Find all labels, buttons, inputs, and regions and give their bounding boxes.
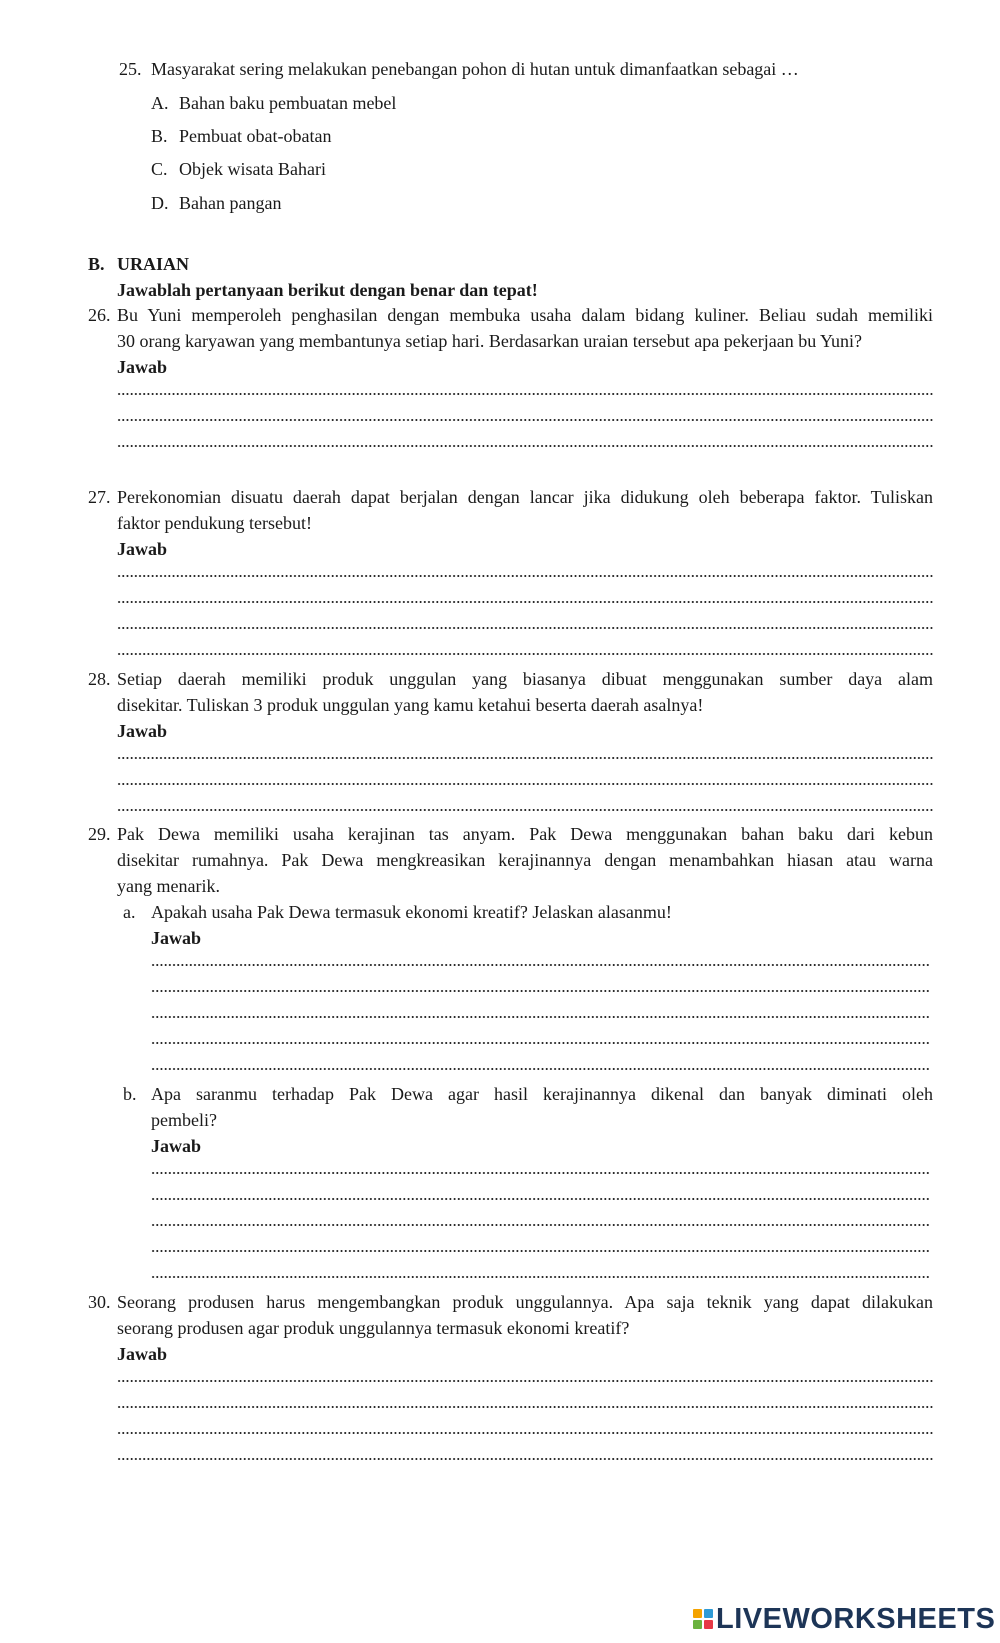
q25-question: Masyarakat sering melakukan penebangan pohon di hutan untuk dimanfaatkan sebagai …: [151, 59, 799, 79]
q28-answer-line[interactable]: [117, 783, 933, 785]
q28-answer-label: Jawab: [117, 721, 168, 741]
section-b-letter: B.: [88, 254, 105, 274]
q29a-letter: a.: [123, 902, 136, 922]
q30-answer-line[interactable]: [117, 1380, 933, 1382]
q26-number: 26.: [88, 305, 111, 325]
q28-text-line: disekitar. Tuliskan 3 produk unggulan yang kamu ketahui beserta daerah asalnya!: [117, 695, 704, 715]
q29b-answer-line[interactable]: [151, 1172, 929, 1174]
q29-text-line: Pak Dewa memiliki usaha kerajinan tas anyam. Pak Dewa menggunakan bahan baku dari kebun: [117, 824, 933, 844]
q29-number: 29.: [88, 824, 111, 844]
q27-answer-label: Jawab: [117, 539, 168, 559]
q27-answer-line[interactable]: [117, 601, 933, 603]
q25-option-a-letter: A.: [151, 93, 169, 113]
q25-option-b-text: Pembuat obat-obatan: [179, 126, 332, 146]
q29-text-line: yang menarik.: [117, 876, 220, 896]
q26-answer-line[interactable]: [117, 419, 933, 421]
q29a-answer-line[interactable]: [151, 1016, 929, 1018]
q26-answer-label: Jawab: [117, 357, 168, 377]
q29b-letter: b.: [123, 1084, 137, 1104]
q30-answer-label: Jawab: [117, 1344, 168, 1364]
q27-text-line: faktor pendukung tersebut!: [117, 513, 312, 533]
q28-answer-line[interactable]: [117, 757, 933, 759]
q27-number: 27.: [88, 487, 111, 507]
q28-number: 28.: [88, 669, 111, 689]
liveworksheets-logo-icon: [693, 1609, 713, 1629]
q27-answer-line[interactable]: [117, 653, 933, 655]
liveworksheets-logo-text: LIVEWORKSHEETS: [716, 1603, 996, 1635]
q26-text-line: 30 orang karyawan yang membantunya setiap hari. Berdasarkan uraian tersebut apa pekerjaan bu Yuni?: [117, 331, 863, 351]
q26-answer-line[interactable]: [117, 445, 933, 447]
q29b-answer-line[interactable]: [151, 1198, 929, 1200]
q28-text-line: Setiap daerah memiliki produk unggulan yang biasanya dibuat menggunakan sumber daya alam: [117, 669, 933, 689]
q25-number: 25.: [119, 59, 142, 79]
q30-number: 30.: [88, 1292, 111, 1312]
q29-text-line: disekitar rumahnya. Pak Dewa mengkreasikan kerajinannya dengan menambahkan hiasan atau warna: [117, 850, 933, 870]
section-b-title: URAIAN: [117, 254, 189, 274]
q29b-answer-line[interactable]: [151, 1276, 929, 1278]
q29a-text: Apakah usaha Pak Dewa termasuk ekonomi kreatif? Jelaskan alasanmu!: [151, 902, 672, 922]
q29b-answer-line[interactable]: [151, 1250, 929, 1252]
q28-answer-line[interactable]: [117, 809, 933, 811]
q26-text-line: Bu Yuni memperoleh penghasilan dengan membuka usaha dalam bidang kuliner. Beliau sudah memiliki: [117, 305, 933, 325]
section-b-instruction: Jawablah pertanyaan berikut dengan benar dan tepat!: [117, 280, 538, 300]
q26-answer-line[interactable]: [117, 393, 933, 395]
q25-option-c-text: Objek wisata Bahari: [179, 159, 326, 179]
q27-text-line: Perekonomian disuatu daerah dapat berjalan dengan lancar jika didukung oleh beberapa faktor. Tuliskan: [117, 487, 933, 507]
liveworksheets-logo: [693, 1603, 995, 1635]
q29b-answer-line[interactable]: [151, 1224, 929, 1226]
q25-option-d-letter: D.: [151, 193, 169, 213]
q27-answer-line[interactable]: [117, 575, 933, 577]
q30-answer-line[interactable]: [117, 1432, 933, 1434]
q30-answer-line[interactable]: [117, 1406, 933, 1408]
q29b-text-line: Apa saranmu terhadap Pak Dewa agar hasil kerajinannya dikenal dan banyak diminati oleh: [151, 1084, 933, 1104]
q29b-answer-label: Jawab: [151, 1136, 202, 1156]
q29a-answer-line[interactable]: [151, 1068, 929, 1070]
q29a-answer-line[interactable]: [151, 990, 929, 992]
q25-option-d-text: Bahan pangan: [179, 193, 282, 213]
q25-option-b-letter: B.: [151, 126, 168, 146]
q30-text-line: Seorang produsen harus mengembangkan produk unggulannya. Apa saja teknik yang dapat dilakukan: [117, 1292, 933, 1312]
q30-text-line: seorang produsen agar produk unggulannya termasuk ekonomi kreatif?: [117, 1318, 630, 1338]
q29a-answer-line[interactable]: [151, 964, 929, 966]
q25-option-a-text: Bahan baku pembuatan mebel: [179, 93, 397, 113]
q29b-text-line: pembeli?: [151, 1110, 217, 1130]
q29a-answer-line[interactable]: [151, 1042, 929, 1044]
q29a-answer-label: Jawab: [151, 928, 202, 948]
q27-answer-line[interactable]: [117, 627, 933, 629]
q30-answer-line[interactable]: [117, 1458, 933, 1460]
q25-option-c-letter: C.: [151, 159, 168, 179]
